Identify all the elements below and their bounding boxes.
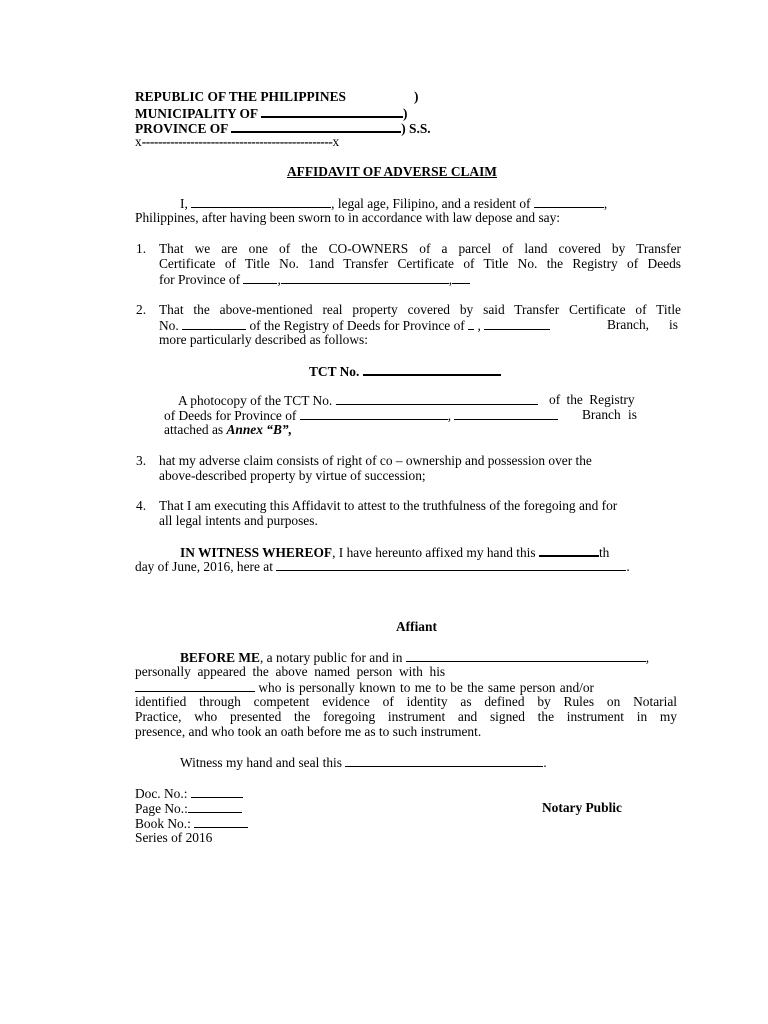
doc-no-label: Doc. No.: [135, 786, 188, 801]
item-number-4: 4. [136, 498, 147, 513]
header-municipality-paren: ) [402, 106, 408, 121]
item2-line2 [159, 317, 681, 333]
intro-comma: , [603, 196, 608, 211]
page-no [135, 800, 242, 816]
witness-bold: IN WITNESS WHEREOF [180, 545, 333, 560]
photocopy-comma: , [447, 408, 452, 423]
witness-day-blank[interactable] [539, 543, 599, 557]
series: Series of 2016 [135, 830, 213, 845]
municipality-blank[interactable] [261, 104, 403, 118]
item4-line1: That I am executing this Affidavit to attest to the truthfulness of the foregoing and for [159, 498, 618, 513]
before-id-blank[interactable] [135, 679, 255, 692]
witness-period: . [626, 559, 630, 574]
photocopy-line3 [164, 422, 292, 437]
document-title: AFFIDAVIT OF ADVERSE CLAIM [287, 164, 497, 179]
photocopy-line1 [178, 392, 644, 408]
photocopy-annex: Annex “B”, [226, 422, 292, 437]
book-no-label: Book No.: [135, 816, 191, 831]
witness-place-blank[interactable] [276, 558, 626, 571]
affiant-label: Affiant [396, 619, 437, 634]
notary-location-blank[interactable] [406, 649, 646, 662]
photocopy-province-blank[interactable] [300, 407, 448, 420]
item1-comma-1: , [277, 272, 281, 287]
before-line6: presence, and who took an oath before me as to such instrument. [135, 724, 482, 739]
affiant-name-blank[interactable] [191, 195, 331, 208]
witness-text: , I have hereunto affixed my hand this [332, 545, 536, 560]
witness-place-label: day of June, 2016, here at [135, 559, 273, 574]
item1-line1: That we are one of the CO-OWNERS of a parcel of land covered by Transfer [159, 241, 681, 256]
tct-line [309, 362, 501, 379]
notary-public-label: Notary Public [542, 800, 622, 815]
book-no-blank[interactable] [194, 815, 248, 828]
header-xline [135, 134, 339, 149]
item-number-3: 3. [136, 453, 147, 468]
before-bold: BEFORE ME [180, 650, 260, 665]
seal-text: Witness my hand and seal this [180, 755, 342, 770]
before-comma: , [645, 650, 650, 665]
before-line4: identified through competent evidence of identity as defined by Rules on Notarial [135, 694, 677, 709]
intro-line-1 [180, 195, 607, 211]
intro-i: I, [180, 196, 188, 211]
doc-no [135, 785, 243, 801]
before-line2: personally appeared the above named person with his [135, 664, 446, 679]
item3-line1: hat my adverse claim consists of right of co – ownership and possession over the [159, 453, 592, 468]
tct-label: TCT No. [309, 364, 360, 379]
item1-extra-blank[interactable] [452, 271, 470, 284]
item2-branch-blank[interactable] [484, 317, 550, 330]
item3-line2: above-described property by virtue of succession; [159, 468, 426, 483]
intro-legal-age: , legal age, Filipino, and a resident of [331, 196, 531, 211]
photocopy-branch-blank[interactable] [454, 407, 558, 420]
item2-province-blank[interactable] [468, 317, 474, 330]
item1-province-label: for Province of [159, 272, 241, 287]
header-province-text: PROVINCE OF [135, 121, 228, 136]
header-republic-text: REPUBLIC OF THE PHILIPPINES [135, 89, 346, 104]
item2-line1: That the above-mentioned real property covered by said Transfer Certificate of Title [159, 302, 681, 317]
seal-line [180, 754, 547, 770]
photocopy-tct-blank[interactable] [336, 392, 538, 405]
before-l3-text: who is personally known to me to be the same person and/or [258, 680, 595, 695]
item2-registry-text: of the Registry of Deeds for Province of [249, 318, 465, 333]
x-dashes: ----------------------------------------------- [141, 134, 333, 149]
header-republic [135, 89, 346, 104]
photocopy-province-label: of Deeds for Province of [164, 408, 297, 423]
item4-line2: all legal intents and purposes. [159, 513, 318, 528]
photocopy-attached: attached as [164, 422, 224, 437]
photocopy-branch-label: Branch is [582, 407, 637, 422]
item-number-1: 1. [136, 241, 147, 256]
x-right: x [332, 134, 340, 149]
item-number-2: 2. [136, 302, 147, 317]
header-ss: ) S.S. [401, 121, 431, 136]
item2-no-label: No. [159, 318, 179, 333]
page-no-label: Page No.: [135, 801, 188, 816]
item2-tct-blank[interactable] [182, 317, 246, 330]
item2-comma: , [477, 318, 481, 333]
doc-no-blank[interactable] [191, 785, 243, 798]
header-paren: ) [414, 89, 419, 104]
x-left: x [135, 134, 142, 149]
photocopy-tct-label: A photocopy of the TCT No. [178, 393, 333, 408]
item2-line3: more particularly described as follows: [159, 332, 368, 347]
photocopy-line2 [164, 407, 644, 423]
before-line1 [180, 649, 649, 665]
item2-is: is [669, 317, 678, 332]
before-text: , a notary public for and in [259, 650, 403, 665]
intro-line-2: Philippines, after having been sworn to in accordance with law depose and say: [135, 210, 561, 225]
item1-line2: Certificate of Title No. 1and Transfer Certificate of Title No. the Registry of Deeds [159, 256, 681, 271]
item1-province-blank[interactable] [243, 271, 277, 284]
residence-blank[interactable] [534, 195, 604, 208]
item1-comma-2: , [448, 272, 453, 287]
before-line3 [135, 679, 594, 695]
item1-line3 [159, 271, 470, 287]
page-no-blank[interactable] [188, 800, 242, 813]
province-blank[interactable] [231, 119, 401, 133]
seal-date-blank[interactable] [345, 754, 543, 767]
seal-period: . [543, 755, 547, 770]
item2-branch-label: Branch, [607, 317, 650, 332]
item1-branch-blank[interactable] [281, 271, 449, 284]
photocopy-registry: of the Registry [549, 392, 635, 407]
tct-number-blank[interactable] [363, 362, 501, 376]
before-line5: Practice, who presented the foregoing instrument and signed the instrument in my [135, 709, 677, 724]
book-no [135, 815, 248, 831]
header-municipality-text: MUNICIPALITY OF [135, 106, 258, 121]
witness-th: th [598, 545, 610, 560]
witness-line2 [135, 558, 630, 574]
